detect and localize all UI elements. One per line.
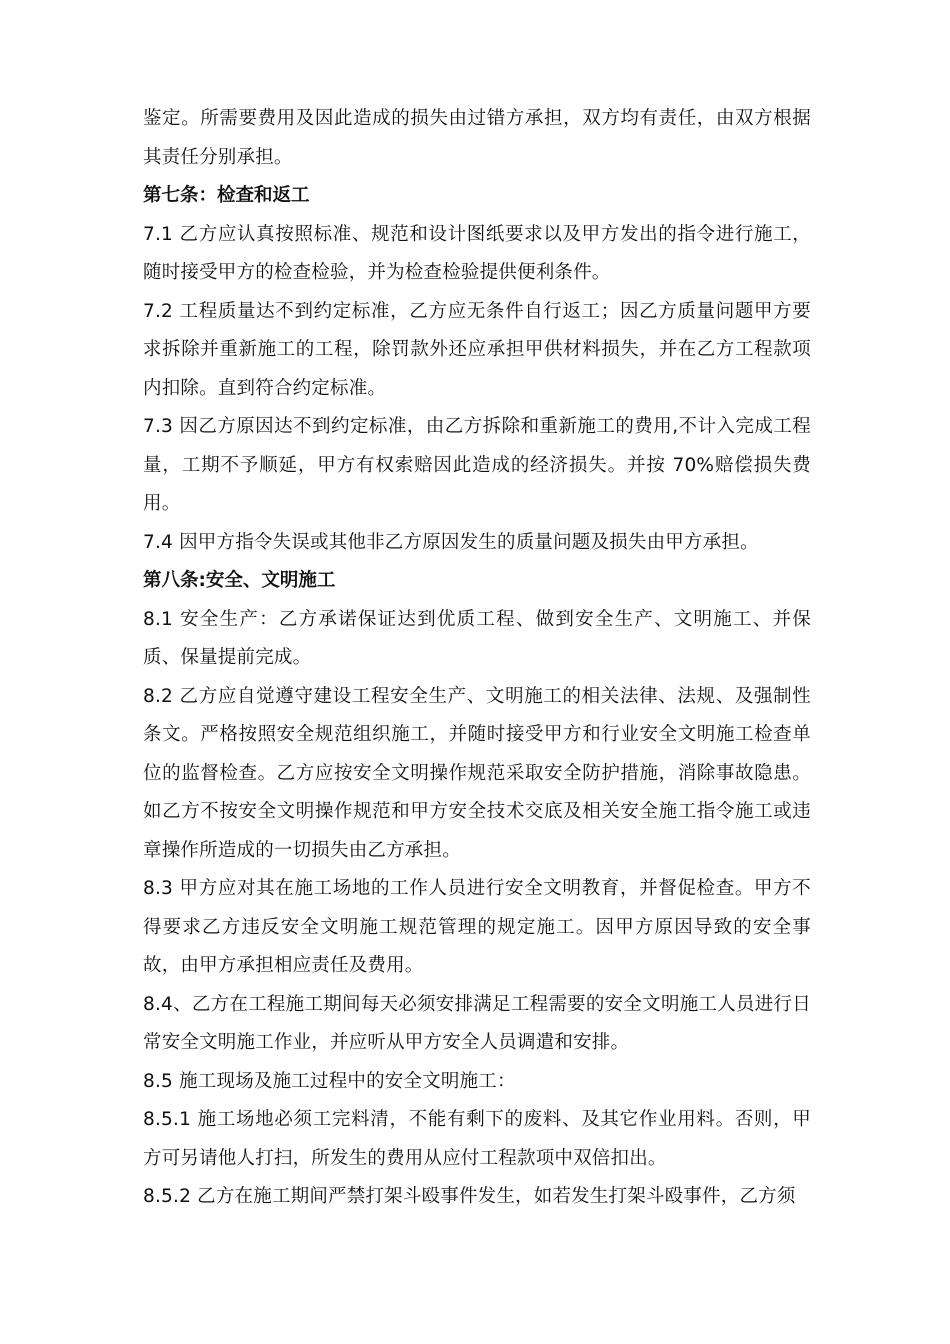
clause-7-3: 7.3 因乙方原因达不到约定标准，由乙方拆除和重新施工的费用,不计入完成工程量，工期不予顺延，甲方有权索赔因此造成的经济损失。并按 70%赔偿损失费用。 [143,416,811,514]
clause-8-5-1: 8.5.1 施工场地必须工完料清，不能有剩下的废料、及其它作业用料。否则，甲方可另请他人打扫，所发生的费用从应付工程款项中双倍扣出。 [143,1109,811,1169]
clause-8-5-2: 8.5.2 乙方在施工期间严禁打架斗殴事件发生，如若发生打架斗殴事件，乙方须 [143,1186,796,1207]
clause-7-1: 7.1 乙方应认真按照标准、规范和设计图纸要求以及甲方发出的指令进行施工，随时接受甲方的检查检验，并为检查检验提供便利条件。 [143,223,811,283]
clause-8-3: 8.3 甲方应对其在施工场地的工作人员进行安全文明教育，并督促检查。甲方不得要求乙方违反安全文明施工规范管理的规定施工。因甲方原因导致的安全事故，由甲方承担相应责任及费用。 [143,878,811,976]
clause-8-4: 8.4、乙方在工程施工期间每天必须安排满足工程需要的安全文明施工人员进行日常安全文明施工作业，并应听从甲方安全人员调遣和安排。 [143,993,811,1053]
clause-7-2: 7.2 工程质量达不到约定标准，乙方应无条件自行返工；因乙方质量问题甲方要求拆除并重新施工的工程，除罚款外还应承担甲供材料损失，并在乙方工程款项内扣除。直到符合约定标准。 [143,300,811,399]
clause-8-2: 8.2 乙方应自觉遵守建设工程安全生产、文明施工的相关法律、法规、及强制性条文。严格按照安全规范组织施工，并随时接受甲方和行业安全文明施工检查单位的监督检查。乙方应按安全文明操作规范采取安全防护措施，消除事故隐患。如乙方不按安全文明操作规范和甲方安全技术交底及相关安全施工指令施工或违章操作所造成的一切损失由乙方承担。 [143,685,811,861]
paragraph-6-continuation: 鉴定。所需要费用及因此造成的损失由过错方承担，双方均有责任，由双方根据其责任分别承担。 [143,108,811,168]
clause-8-1: 8.1 安全生产：乙方承诺保证达到优质工程、做到安全生产、文明施工、并保质、保量提前完成。 [143,608,811,668]
clause-7-4: 7.4 因甲方指令失误或其他非乙方原因发生的质量问题及损失由甲方承担。 [143,531,759,553]
document-page [143,100,811,1217]
section-heading-8: 第八条:安全、文明施工 [143,570,336,591]
clause-8-5: 8.5 施工现场及施工过程中的安全文明施工： [143,1070,516,1092]
section-heading-7: 第七条：检查和返工 [143,185,310,206]
